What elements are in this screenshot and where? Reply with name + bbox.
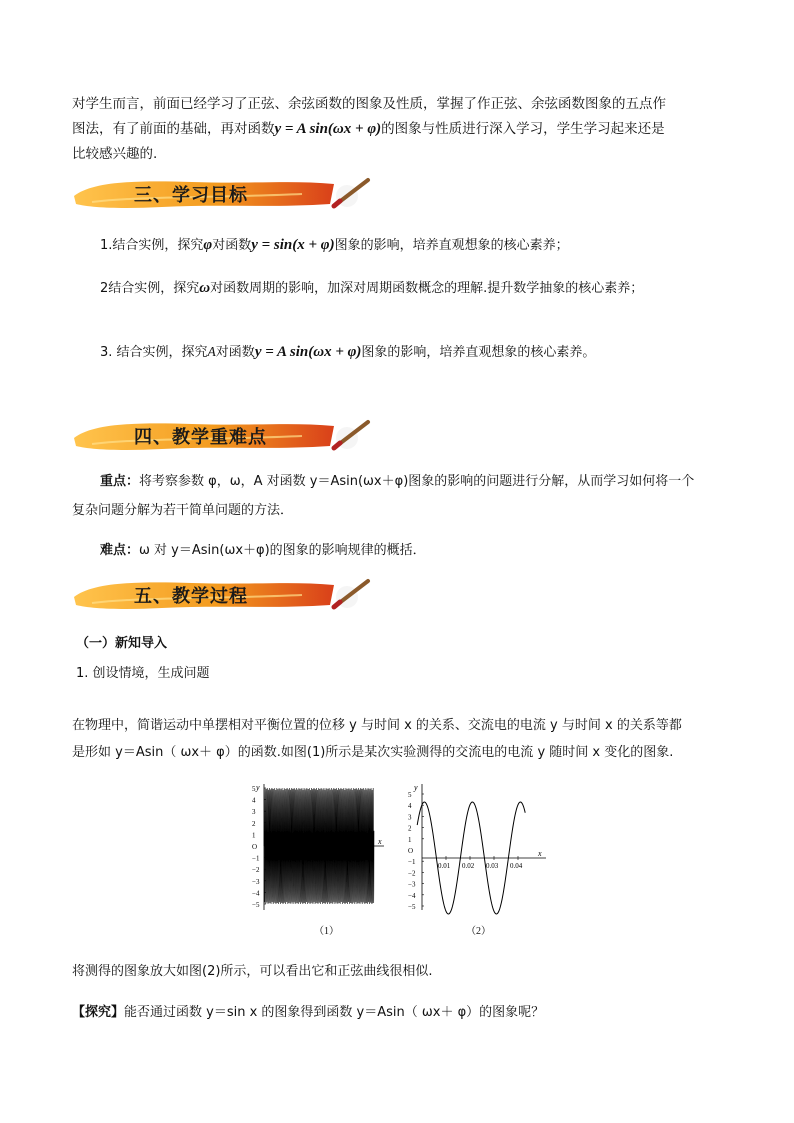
fig2-x-label: x <box>538 849 542 858</box>
fig1-y-tick-label: −2 <box>252 866 260 875</box>
fig1-y-tick-label: −3 <box>252 877 260 886</box>
intro-line-2-b: 的图象与性质进行深入学习，学生学习起来还是 <box>381 121 665 137</box>
intro-line-2 <box>72 117 665 138</box>
fig2-y-tick-label: −5 <box>408 903 416 911</box>
fig2-y-tick-label: −3 <box>408 880 416 889</box>
fig2-y-tick-label: 1 <box>408 835 412 844</box>
intro-line-3: 比较感兴趣的. <box>72 146 158 162</box>
objective-3-A: A <box>207 344 216 359</box>
key-line-2: 复杂问题分解为若干简单问题的方法． <box>72 503 294 518</box>
fig1-y-tick-label: 1 <box>252 831 256 840</box>
figure-2-caption: （2） <box>466 926 491 937</box>
section-title-objectives: 三、学习目标 <box>134 185 248 206</box>
objective-3-a: 3. 结合实例，探究 <box>100 345 208 360</box>
fig1-y-tick-label: 5 <box>252 785 256 793</box>
objective-3 <box>100 341 595 361</box>
section-banner-objectives <box>72 174 372 214</box>
fig2-y-tick-label: 2 <box>408 824 412 833</box>
item-heading: 1. 创设情境，生成问题 <box>76 666 210 681</box>
explore-label: 【探究】 <box>72 1005 125 1020</box>
section-title-keypoints: 四、教学重难点 <box>134 427 267 448</box>
process-para-line-2: 是形如 y＝Asin（ ωx＋ φ）的函数.如图(1)所示是某次实验测得的交流电的电流 y 随时间 x 变化的图象. <box>72 745 674 760</box>
fig2-x-tick-label: 0.01 <box>438 862 451 870</box>
explore-text: 能否通过函数 y＝sin x 的图象得到函数 y＝Asin（ ωx＋ φ）的图象呢？ <box>124 1005 545 1020</box>
fig1-y-tick-label: 4 <box>252 796 256 805</box>
fig2-y-label: y <box>414 783 418 792</box>
figure-2-sine-wave <box>400 780 550 915</box>
objective-1-a: 1.结合实例，探究 <box>100 238 204 253</box>
difficulty-line <box>100 539 426 558</box>
fig2-y-tick-label: 3 <box>408 813 412 822</box>
key-label: 重点： <box>100 474 140 489</box>
fig2-x-tick-label: 0.02 <box>462 862 475 870</box>
difficulty-label: 难点： <box>100 543 140 558</box>
objective-3-formula: y = A sin(ωx + φ) <box>254 344 362 360</box>
objective-3-c: 图象的影响，培养直观想象的核心素养。 <box>361 345 596 360</box>
objective-3-b: 对函数 <box>215 345 255 360</box>
objective-2-omega: ω <box>199 280 211 296</box>
fig1-x-ticks: 0.1 2 3 4 5 6 7 8 9 10 11 12 13 14 <box>266 850 347 856</box>
process-para-line-1: 在物理中，简谐运动中单摆相对平衡位置的位移 y 与时间 x 的关系、交流电的电流 y 与时间 x 的关系等都 <box>72 718 682 733</box>
figure-1-caption: （1） <box>314 926 339 937</box>
fig2-x-tick-label: 0.04 <box>510 862 523 870</box>
fig1-y-tick-label: −1 <box>252 854 260 863</box>
key-text-1: 将考察参数 φ，ω，A 对函数 y＝Asin(ωx＋φ)图象的影响的问题进行分解，从而学习如何将一个 <box>139 474 695 489</box>
fig2-y-tick-label: −1 <box>408 858 416 867</box>
fig1-y-tick-label: −5 <box>252 901 260 909</box>
objective-2 <box>100 277 643 297</box>
difficulty-text: ω 对 y＝Asin(ωx＋φ)的图象的影响规律的概括． <box>139 543 426 558</box>
fig1-x-label: x <box>378 837 382 846</box>
section-title-process: 五、教学过程 <box>134 586 248 607</box>
fig2-y-tick-label: −2 <box>408 869 416 878</box>
fig1-y-label: y <box>256 783 260 792</box>
fig1-y-tick-label: 2 <box>252 819 256 828</box>
objective-1-phi: φ <box>203 237 213 253</box>
fig1-y-tick-label: O <box>252 843 258 851</box>
fig2-x-tick-label: 0.03 <box>486 862 499 870</box>
fig2-y-tick-label: −4 <box>408 891 416 900</box>
explore-line <box>72 1001 544 1020</box>
fig1-wave-path <box>264 788 374 904</box>
intro-line-2-a: 图法，有了前面的基础，再对函数 <box>72 121 275 137</box>
fig2-y-tick-label: 5 <box>408 791 412 799</box>
fig1-y-tick-label: 3 <box>252 808 256 817</box>
subsection-heading: （一）新知导入 <box>76 636 168 651</box>
objective-1 <box>100 234 569 254</box>
section-banner-process <box>72 575 372 615</box>
objective-2-b: 对函数周期的影响，加深对周期函数概念的理解.提升数学抽象的核心素养； <box>210 281 644 296</box>
fig2-y-tick-label: 4 <box>408 802 412 811</box>
section-banner-keypoints <box>72 416 372 456</box>
objective-1-formula: y = sin(x + φ) <box>251 237 335 253</box>
fig1-y-tick-label: −4 <box>252 889 260 898</box>
figure-1-dense-wave <box>250 780 390 915</box>
intro-line-1: 对学生而言，前面已经学习了正弦、余弦函数的图象及性质，掌握了作正弦、余弦函数图象的五点作 <box>72 96 666 112</box>
intro-formula: y = A sin(ωx + φ) <box>274 121 382 137</box>
objective-1-b: 对函数 <box>212 238 252 253</box>
objective-2-a: 2结合实例，探究 <box>100 281 200 296</box>
objective-1-c: 图象的影响，培养直观想象的核心素养； <box>334 238 569 253</box>
key-line-1 <box>100 470 694 489</box>
fig1-waveform <box>264 788 374 904</box>
fig2-y-tick-label: O <box>408 847 414 855</box>
process-para-2: 将测得的图象放大如图(2)所示，可以看出它和正弦曲线很相似. <box>72 964 433 979</box>
